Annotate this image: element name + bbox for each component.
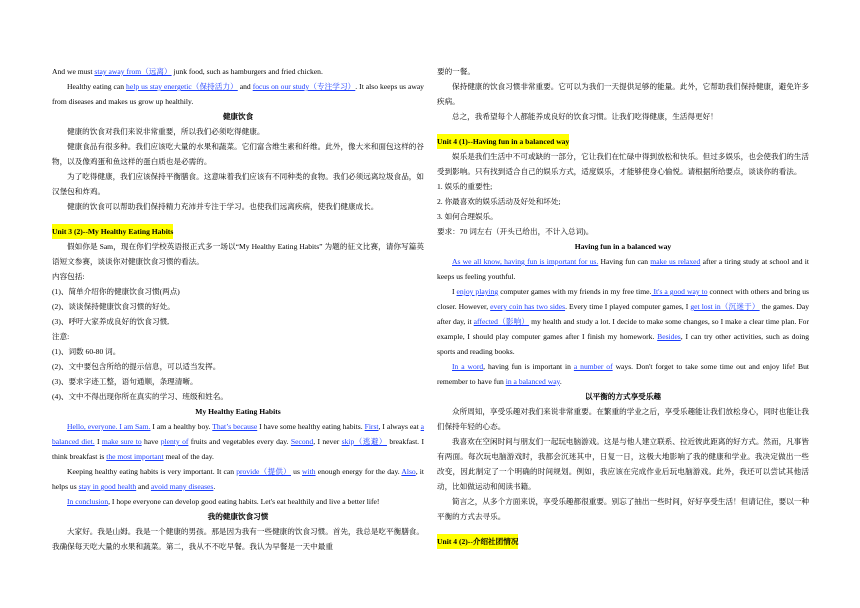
paragraph: 要的一餐。 xyxy=(437,67,475,76)
text-run: and xyxy=(237,82,253,91)
underlined-phrase: plenty of xyxy=(160,437,189,446)
note-item: (1)、词数 60-80 词。 xyxy=(52,347,121,356)
paragraph xyxy=(52,64,424,79)
left-column xyxy=(52,64,424,554)
essay-title: Having fun in a balanced way xyxy=(574,242,672,251)
task-intro: 娱乐是我们生活中不可或缺的一部分，它让我们在忙碌中得到放松和快乐。但过多娱乐，也会使我们的生活受到影响。只有找到适合自己的娱乐方式，适度娱乐，才能够使身心愉悦。请根据所给要点，谈谈你的看法。 xyxy=(437,152,809,176)
text-run: junk food, such as hamburgers and fried chicken. xyxy=(171,67,323,76)
underlined-phrase: the most important xyxy=(106,452,164,461)
essay-paragraph xyxy=(52,419,424,464)
text-run: enough energy for the day. xyxy=(315,467,402,476)
note-item: (4)、文中不得出现你所在真实的学习、班级和姓名。 xyxy=(52,392,228,401)
text-run: . xyxy=(213,482,216,491)
requirement-item: (1)、简单介绍你的健康饮食习惯(两点) xyxy=(52,287,180,296)
requirement-item: (3)、呼吁大家养成良好的饮食习惯, xyxy=(52,317,170,326)
text-run: connect with others and bring us closer. However, xyxy=(437,287,809,311)
text-run: , I hope everyone can develop good eating habits. Let's eat healthily and live a better life! xyxy=(108,497,380,506)
text-run: and xyxy=(136,482,151,491)
text-run: , it helps us xyxy=(52,467,424,491)
unit-heading: Unit 4 (1)--Having fun in a balanced way xyxy=(437,134,569,149)
unit-heading: Unit 4 (2)--介绍社团情况 xyxy=(437,534,518,549)
note-item: (2)、文中要包含所给的提示信息，可以适当发挥。 xyxy=(52,362,221,371)
underlined-phrase: Also xyxy=(401,467,416,476)
paragraph: 众所周知，享受乐趣对我们来说非常重要。在繁重的学业之后，享受乐趣能让我们放松身心，同时也能让我们保持年轻的心态。 xyxy=(437,407,809,431)
paragraph: 大家好。我是山姆。我是一个健康的男孩。那是因为我有一些健康的饮食习惯。首先，我总是吃平衡膳食。我确保每天吃大量的水果和蔬菜。第二，我从不不吃早餐。我认为早餐是一天中最重 xyxy=(52,527,424,551)
essay-title-cn: 我的健康饮食习惯 xyxy=(207,512,269,521)
point-item: 1. 娱乐的重要性; xyxy=(437,182,493,191)
unit-heading-row xyxy=(437,134,809,149)
underlined-phrase: skip（逃避） xyxy=(341,437,387,446)
section-title: 健康饮食 xyxy=(222,112,254,121)
right-column xyxy=(437,64,809,549)
text-run: I am a healthy boy. xyxy=(150,422,213,431)
text-run: , I always eat xyxy=(378,422,421,431)
paragraph: 我喜欢在空闲时间与朋友们一起玩电脑游戏。这是与他人建立联系、拉近彼此距离的好方式。然而，凡事皆有两面。每次玩电脑游戏时，我都会沉迷其中，日复一日，这极大地影响了我的健康和学业。我决定做出一些改变，因此制定了一个明确的时间规划。例如，我应该在完成作业后玩电脑游戏。此外，我还可以尝试其他活动，比如做运动和阅读书籍。 xyxy=(437,437,809,491)
underlined-phrase: That’s because xyxy=(212,422,258,431)
underlined-phrase: It's a good way to xyxy=(651,287,708,296)
text-run: after a tiring study at school and it keeps us feeling youthful. xyxy=(437,257,810,281)
text-run: my health and study a lot. I decide to make some changes, so I make a clear time plan. For example, I should play computer games after I finish my homework. xyxy=(437,317,809,341)
text-run: the games. Day after day, it xyxy=(437,302,810,326)
text-run: . It also keeps us away from diseases and makes us grow up healthily. xyxy=(52,82,424,106)
underlined-phrase: enjoy playing xyxy=(456,287,499,296)
underlined-phrase: every coin has two sides xyxy=(490,302,566,311)
essay-paragraph xyxy=(52,494,424,509)
paragraph: 健康的饮食可以帮助我们保持精力充沛并专注于学习。也使我们远离疾病，使我们健康成长。 xyxy=(67,202,379,211)
point-item: 2. 你最喜欢的娱乐活动及好处和坏处; xyxy=(437,197,561,206)
text-run: , I can try other activities, such as doing sports and reading books. xyxy=(437,332,810,356)
text-run: have xyxy=(141,437,161,446)
underlined-phrase: Hello, everyone. I am Sam. xyxy=(67,422,151,431)
underlined-phrase: help us stay energetic（保持活力） xyxy=(126,82,238,91)
underlined-phrase: focus on our study（专注学习） xyxy=(252,82,356,91)
underlined-phrase: get lost in（沉迷于） xyxy=(690,302,760,311)
underlined-phrase: In conclusion xyxy=(67,497,109,506)
text-run: ways. Don't forget to take some time out and enjoy life! But remember to have fun xyxy=(437,362,810,386)
underlined-phrase: provide（提供） xyxy=(236,467,291,476)
underlined-phrase: a balanced diet. xyxy=(52,422,425,446)
text-run: I xyxy=(452,287,457,296)
text-run: . xyxy=(559,377,562,386)
essay-paragraph xyxy=(437,284,809,359)
underlined-phrase: with xyxy=(302,467,316,476)
text-run: I xyxy=(94,437,102,446)
essay-paragraph xyxy=(437,359,809,389)
paragraph xyxy=(52,79,424,109)
underlined-phrase: a number of xyxy=(573,362,613,371)
underlined-phrase: avoid many diseases xyxy=(150,482,214,491)
paragraph: 总之，我希望每个人都能养成良好的饮食习惯。让我们吃得健康，生活得更好！ xyxy=(452,112,718,121)
underlined-phrase: stay in good health xyxy=(78,482,137,491)
underlined-phrase: affected（影响） xyxy=(473,317,530,326)
text-run: us xyxy=(291,467,303,476)
requirement: 要求：70 词左右（开头已给出，不计入总词)。 xyxy=(437,227,594,236)
underlined-phrase: In a word xyxy=(452,362,484,371)
underlined-phrase: in a balanced way xyxy=(505,377,560,386)
text-run: breakfast. I think breakfast is xyxy=(52,437,424,461)
text-run: , having fun is important in xyxy=(483,362,574,371)
paragraph: 健康食品有很多种。我们应该吃大量的水果和蔬菜。它们富含维生素和纤维。此外，像大米和面包这样的谷物，以及像鸡蛋和鱼这样的蛋白质也是必需的。 xyxy=(52,142,424,166)
underlined-phrase: Second xyxy=(290,437,314,446)
underlined-phrase: make us relaxed xyxy=(650,257,701,266)
text-run: meal of the day. xyxy=(163,452,214,461)
essay-title-cn: 以平衡的方式享受乐趣 xyxy=(585,392,661,401)
text-run: . Every time I played computer games, I xyxy=(565,302,691,311)
underlined-phrase: stay away from（远离） xyxy=(94,67,172,76)
paragraph: 健康的饮食对我们来说非常重要，所以我们必须吃得健康。 xyxy=(67,127,265,136)
text-run: computer games with my friends in my free time. xyxy=(498,287,652,296)
content-label: 内容包括: xyxy=(52,272,85,281)
unit-heading-row xyxy=(52,224,424,239)
essay-paragraph xyxy=(437,254,809,284)
point-item: 3. 如何合理娱乐。 xyxy=(437,212,498,221)
note-item: (3)、要求字迹工整，语句通顺，条理清晰。 xyxy=(52,377,198,386)
unit-heading: Unit 3 (2)--My Healthy Eating Habits xyxy=(52,224,173,239)
text-run: Keeping healthy eating habits is very important. It can xyxy=(67,467,237,476)
text-run: And we must xyxy=(52,67,95,76)
underlined-phrase: Besides xyxy=(657,332,681,341)
paragraph: 为了吃得健康，我们应该保持平衡膳食。这意味着我们应该有不同种类的食物。我们必须远离垃圾食品，如汉堡包和炸鸡。 xyxy=(52,172,424,196)
paragraph: 保持健康的饮食习惯非常重要。它可以为我们一天提供足够的能量。此外，它帮助我们保持健康，避免许多疾病。 xyxy=(437,82,809,106)
essay-title: My Healthy Eating Habits xyxy=(195,407,281,416)
underlined-phrase: make sure to xyxy=(101,437,142,446)
text-run: Healthy eating can xyxy=(67,82,127,91)
text-run: I have some healthy eating habits. xyxy=(257,422,365,431)
unit-heading-row xyxy=(437,534,809,549)
paragraph: 简言之，从多个方面来说，享受乐趣都很重要。别忘了抽出一些时间，好好享受生活！但请记住，要以一种平衡的方式去寻乐。 xyxy=(437,497,809,521)
essay-paragraph xyxy=(52,464,424,494)
note-label: 注意: xyxy=(52,332,70,341)
text-run: fruits and vegetables every day. xyxy=(188,437,291,446)
task-intro: 假如你是 Sam，现在你们学校英语报正式多一场以“My Healthy Eating Habits” 为题的征文比赛，请你写篇英语短文参赛，谈谈你对健康饮食习惯的看法。 xyxy=(52,242,424,266)
underlined-phrase: First xyxy=(364,422,379,431)
requirement-item: (2)、谈谈保持健康饮食习惯的好处。 xyxy=(52,302,175,311)
text-run: , I never xyxy=(313,437,342,446)
text-run: Having fun can xyxy=(598,257,651,266)
underlined-phrase: As we all know, having fun is important for us. xyxy=(452,257,599,266)
